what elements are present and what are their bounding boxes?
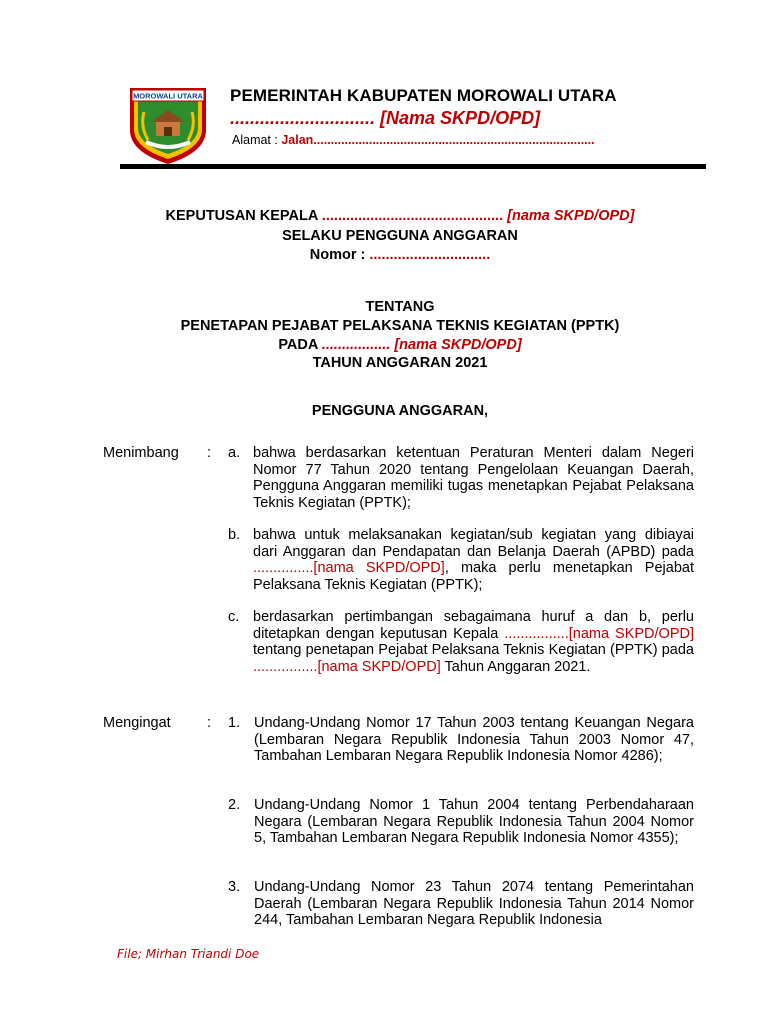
mengingat-item-1 bbox=[228, 715, 694, 765]
skpd-name-dots: ............................. bbox=[230, 108, 376, 128]
list-marker: 1. bbox=[228, 715, 241, 731]
list-item-text: Undang-Undang Nomor 17 Tahun 2003 tentang Keuangan Negara (Lembaran Negara Republik Indonesia Tahun 2003 Nomor 47, Tambahan Lembaran Negara Republik Indonesia Nomor 4286); bbox=[254, 715, 694, 765]
mengingat-item-3 bbox=[228, 879, 694, 929]
morowali-utara-emblem-icon bbox=[126, 82, 210, 166]
address-dots: ................................................................................. bbox=[313, 133, 595, 147]
decree-title-line2: SELAKU PENGGUNA ANGGARAN bbox=[282, 228, 518, 244]
decree-number: Nomor : .............................. bbox=[309, 247, 491, 263]
letterhead-divider bbox=[120, 164, 706, 169]
mengingat-label: Mengingat bbox=[103, 715, 171, 731]
authority-heading: PENGGUNA ANGGARAN, bbox=[311, 403, 489, 419]
file-author-note: File; Mirhan Triandi Doe bbox=[117, 947, 260, 961]
menimbang-item-c bbox=[228, 609, 694, 675]
skpd-name-heading bbox=[230, 108, 540, 129]
list-marker: a. bbox=[228, 445, 241, 461]
menimbang-item-b bbox=[228, 527, 694, 593]
list-item-text: berdasarkan pertimbangan sebagaimana huruf a dan b, perlu ditetapkan dengan keputusan Kepala ................[nama SKPD/OPD] tentang penetapan Pejabat Pelaksana Teknis Kegiatan (PPTK) pada ................[nama SKPD/OPD] Tahun Anggaran 2021. bbox=[253, 609, 694, 675]
list-item-text: Undang-Undang Nomor 1 Tahun 2004 tentang Perbendaharaan Negara (Lembaran Negara Republik Indonesia Tahun 2004 Nomor 5, Tambahan Lembaran Negara Republik Indonesia Nomor 4355); bbox=[254, 797, 694, 847]
list-marker: c. bbox=[228, 609, 240, 625]
list-item-text: bahwa untuk melaksanakan kegiatan/sub kegiatan yang dibiayai dari Anggaran dan Pendapatan dan Belanja Daerah (APBD) pada ...............[nama SKPD/OPD], maka perlu menetapkan Pejabat Pelaksana Teknis Kegiatan (PPTK); bbox=[253, 527, 694, 593]
mengingat-item-2 bbox=[228, 797, 694, 847]
tentang-heading: TENTANG bbox=[365, 299, 435, 315]
decree-subject-line1: PENETAPAN PEJABAT PELAKSANA TEKNIS KEGIATAN (PPTK) bbox=[180, 318, 620, 334]
address-jalan: Jalan bbox=[281, 133, 314, 147]
decree-subject-line2: PADA ................. [nama SKPD/OPD] bbox=[278, 337, 522, 353]
menimbang-label: Menimbang bbox=[103, 445, 179, 461]
list-item-text: bahwa berdasarkan ketentuan Peraturan Menteri dalam Negeri Nomor 77 Tahun 2020 tentang Pengelolaan Keuangan Daerah, Pengguna Anggaran memiliki tugas menetapkan Pejabat Pelaksana Teknis Kegiatan (PPTK); bbox=[253, 445, 694, 511]
list-marker: 2. bbox=[228, 797, 241, 813]
decree-title-line1: KEPUTUSAN KEPALA ............................................. [nama SKPD/OPD] bbox=[165, 208, 635, 224]
list-item-text: Undang-Undang Nomor 23 Tahun 2074 tentang Pemerintahan Daerah (Lembaran Negara Republik Indonesia Tahun 2014 Nomor 244, Tambahan Lembaran Negara Republik Indonesia bbox=[254, 879, 694, 929]
list-marker: 3. bbox=[228, 879, 241, 895]
logo-banner-text: MOROWALI UTARA bbox=[133, 91, 203, 101]
government-name: PEMERINTAH KABUPATEN MOROWALI UTARA bbox=[230, 86, 617, 105]
list-marker: b. bbox=[228, 527, 241, 543]
address-line bbox=[232, 133, 595, 147]
skpd-name-placeholder: [Nama SKPD/OPD] bbox=[375, 108, 541, 128]
address-label: Alamat : bbox=[232, 133, 282, 147]
decree-subject-line3: TAHUN ANGGARAN 2021 bbox=[312, 355, 488, 371]
menimbang-colon: : bbox=[207, 445, 212, 461]
mengingat-colon: : bbox=[207, 715, 212, 731]
menimbang-item-a bbox=[228, 445, 694, 511]
